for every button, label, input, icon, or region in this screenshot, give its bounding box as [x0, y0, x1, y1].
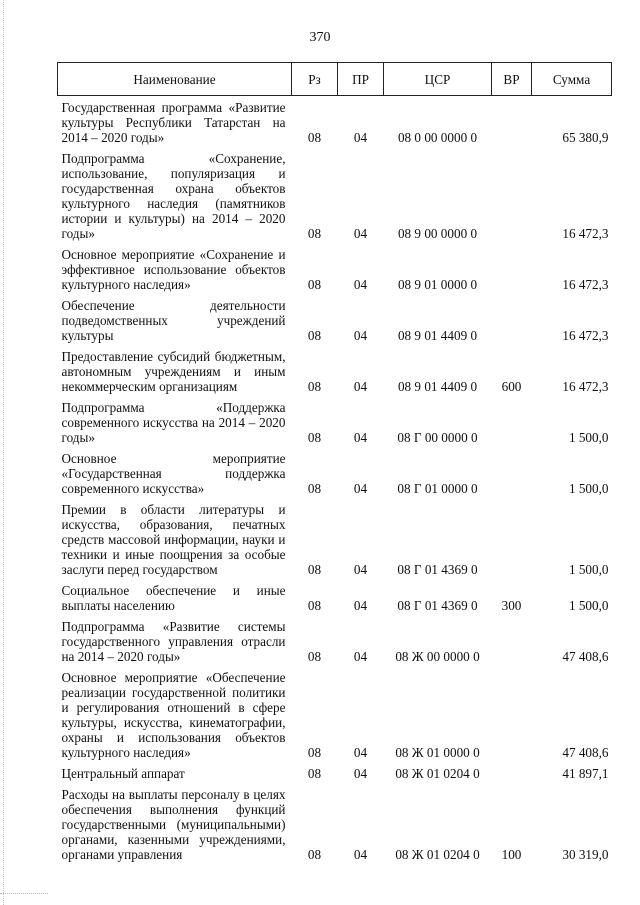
row-rz: 08 — [307, 430, 322, 445]
row-pr: 04 — [353, 766, 368, 781]
row-csr: 08 Г 01 4369 0 — [397, 562, 478, 577]
table-row — [58, 615, 612, 666]
row-vr — [492, 294, 532, 345]
row-sum: 47 408,6 — [562, 649, 609, 664]
row-rz: 08 — [307, 379, 322, 394]
row-pr: 04 — [353, 745, 368, 760]
table-row — [58, 762, 612, 783]
row-vr — [492, 498, 532, 579]
row-vr — [492, 243, 532, 294]
table-row — [58, 294, 612, 345]
row-rz: 08 — [307, 562, 322, 577]
table-body — [58, 96, 612, 865]
row-rz: 08 — [307, 598, 322, 613]
row-name: Подпрограмма «Развитие системы государственного управления отрасли на 2014 – 2020 годы» — [61, 619, 286, 664]
header-vr: ВР — [492, 63, 532, 96]
row-sum: 41 897,1 — [562, 766, 609, 781]
row-csr: 08 Ж 01 0204 0 — [395, 847, 480, 862]
row-csr: 08 Ж 00 0000 0 — [395, 649, 480, 664]
row-pr: 04 — [353, 649, 368, 664]
table-row — [58, 147, 612, 243]
row-sum: 16 472,3 — [562, 226, 609, 241]
row-csr: 08 Ж 01 0000 0 — [395, 745, 480, 760]
table-row — [58, 243, 612, 294]
row-pr: 04 — [353, 277, 368, 292]
table-row — [58, 396, 612, 447]
row-vr — [492, 396, 532, 447]
row-vr — [492, 147, 532, 243]
scan-bottom-dotted-line — [0, 893, 48, 894]
row-pr: 04 — [353, 481, 368, 496]
row-csr: 08 9 01 0000 0 — [397, 277, 478, 292]
row-csr: 08 0 00 0000 0 — [397, 130, 478, 145]
table-row — [58, 579, 612, 615]
row-pr: 04 — [353, 379, 368, 394]
scan-edge-dotted-line — [3, 0, 4, 905]
row-vr — [492, 762, 532, 783]
row-name: Обеспечение деятельности подведомственных учреждений культуры — [61, 298, 286, 343]
row-csr: 08 9 01 4409 0 — [397, 328, 478, 343]
row-csr: 08 Ж 01 0204 0 — [395, 766, 480, 781]
row-vr: 600 — [501, 379, 522, 394]
table-row — [58, 447, 612, 498]
table-row — [58, 96, 612, 148]
row-sum: 16 472,3 — [562, 277, 609, 292]
row-pr: 04 — [353, 226, 368, 241]
row-sum: 65 380,9 — [562, 130, 609, 145]
table-header — [58, 63, 612, 96]
row-rz: 08 — [307, 649, 322, 664]
row-sum: 16 472,3 — [562, 328, 609, 343]
row-csr: 08 Г 00 0000 0 — [397, 430, 478, 445]
row-pr: 04 — [353, 328, 368, 343]
header-name: Наименование — [58, 63, 292, 96]
row-sum: 1 500,0 — [568, 430, 609, 445]
row-pr: 04 — [353, 130, 368, 145]
header-rz: Рз — [292, 63, 338, 96]
row-name: Основное мероприятие «Обеспечение реализации государственной политики и регулирования отношений в сфере культуры, искусства, кинематографии, охраны и использования объектов культурного наследия» — [61, 670, 286, 760]
row-name: Предоставление субсидий бюджетным, автономным учреждениям и иным некоммерческим организациям — [61, 349, 286, 394]
row-name: Социальное обеспечение и иные выплаты населению — [61, 583, 286, 613]
row-vr: 100 — [501, 847, 522, 862]
row-pr: 04 — [353, 562, 368, 577]
row-vr — [492, 615, 532, 666]
row-name: Расходы на выплаты персоналу в целях обеспечения выполнения функций государственными (муниципальными) органами, казенными учреждениями, органами управления — [61, 787, 286, 862]
table-row — [58, 783, 612, 864]
row-pr: 04 — [353, 430, 368, 445]
row-sum: 47 408,6 — [562, 745, 609, 760]
row-rz: 08 — [307, 226, 322, 241]
table-row — [58, 345, 612, 396]
row-vr — [492, 96, 532, 148]
row-rz: 08 — [307, 745, 322, 760]
header-pr: ПР — [338, 63, 384, 96]
row-pr: 04 — [353, 847, 368, 862]
row-name: Государственная программа «Развитие культуры Республики Татарстан на 2014 – 2020 годы» — [61, 100, 286, 145]
row-name: Основное мероприятие «Государственная поддержка современного искусства» — [61, 451, 286, 496]
row-name: Подпрограмма «Поддержка современного искусства на 2014 – 2020 годы» — [61, 400, 286, 445]
row-name: Премии в области литературы и искусства, образования, печатных средств массовой информации, науки и техники и иные поощрения за особые заслуги перед государством — [61, 502, 286, 577]
page-number: 370 — [309, 30, 331, 45]
header-csr: ЦСР — [384, 63, 492, 96]
row-sum: 30 319,0 — [562, 847, 609, 862]
budget-table — [57, 62, 612, 864]
row-csr: 08 9 01 4409 0 — [397, 379, 478, 394]
row-sum: 1 500,0 — [568, 481, 609, 496]
row-name: Основное мероприятие «Сохранение и эффективное использование объектов культурного наследия» — [61, 247, 286, 292]
row-csr: 08 Г 01 4369 0 — [397, 598, 478, 613]
row-pr: 04 — [353, 598, 368, 613]
row-rz: 08 — [307, 130, 322, 145]
row-name: Центральный аппарат — [61, 766, 185, 781]
table-row — [58, 498, 612, 579]
row-sum: 1 500,0 — [568, 562, 609, 577]
row-csr: 08 9 00 0000 0 — [397, 226, 478, 241]
row-vr: 300 — [501, 598, 522, 613]
table-header-row — [58, 63, 612, 96]
row-vr — [492, 447, 532, 498]
row-name: Подпрограмма «Сохранение, использование, популяризация и государственная охрана объектов культурного наследия (памятников истории и культуры) на 2014 – 2020 годы» — [61, 151, 286, 241]
row-rz: 08 — [307, 766, 322, 781]
row-csr: 08 Г 01 0000 0 — [397, 481, 478, 496]
row-rz: 08 — [307, 847, 322, 862]
row-rz: 08 — [307, 277, 322, 292]
row-rz: 08 — [307, 481, 322, 496]
row-vr — [492, 666, 532, 762]
table-row — [58, 666, 612, 762]
row-sum: 1 500,0 — [568, 598, 609, 613]
row-sum: 16 472,3 — [562, 379, 609, 394]
header-sum: Сумма — [532, 63, 612, 96]
row-rz: 08 — [307, 328, 322, 343]
